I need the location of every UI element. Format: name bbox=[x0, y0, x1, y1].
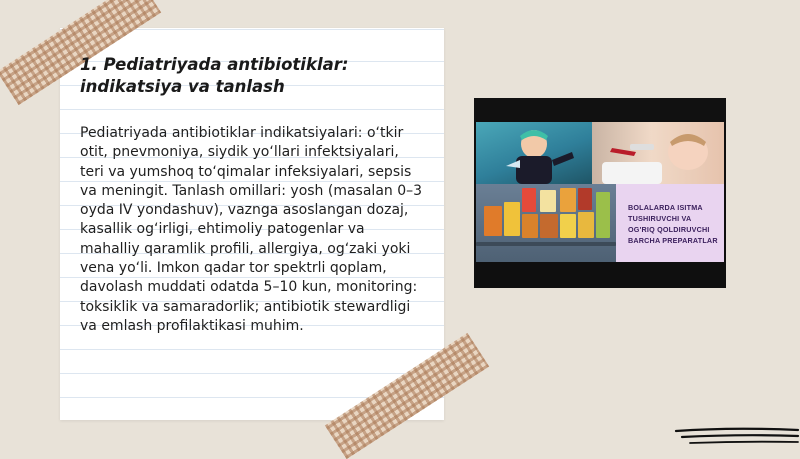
video-letterbox-top bbox=[474, 98, 726, 120]
thumbnail-child-photo-icon bbox=[476, 122, 592, 184]
video-thumbnail-caption: BOLALARDA ISITMA TUSHIRUVCHI VA OG'RIQ QOLDIRUVCHI BARCHA PREPARATLAR bbox=[628, 203, 718, 245]
sleeping-child-icon bbox=[592, 122, 724, 184]
decorative-lines-icon bbox=[672, 424, 800, 446]
child-figure-icon bbox=[476, 122, 592, 184]
video-thumbnail[interactable] bbox=[474, 98, 726, 288]
slide-title: 1. Pediatriyada antibiotiklar: indikatsiya va tanlash bbox=[80, 55, 349, 96]
thumbnail-medicine-boxes bbox=[476, 184, 616, 262]
thumbnail-sick-child-photo-icon bbox=[592, 122, 724, 184]
slide-body-text: Pediatriyada antibiotiklar indikatsiyalari: o‘tkir otit, pnevmoniya, siydik yo‘llari infektsiyalari, teri va yumshoq to‘qimalar infeksiyalari, sepsis va meningit. Tanlash omillari: yosh (masalan 0–3 oyda IV yondashuv), vaznga asoslangan dozaj, kasallik og‘irligi, ehtimoliy patogenlar va mahalliy qaramlik profili, allergiya, og‘zaki yoki vena yo‘li. Imkon qadar tor spektrli qoplam, davolash muddati odatda 5–10 kun, monitoring: toksiklik va samaradorlik; antibiotik stewardligi va emlash profilaktikasi muhim. bbox=[80, 125, 423, 334]
